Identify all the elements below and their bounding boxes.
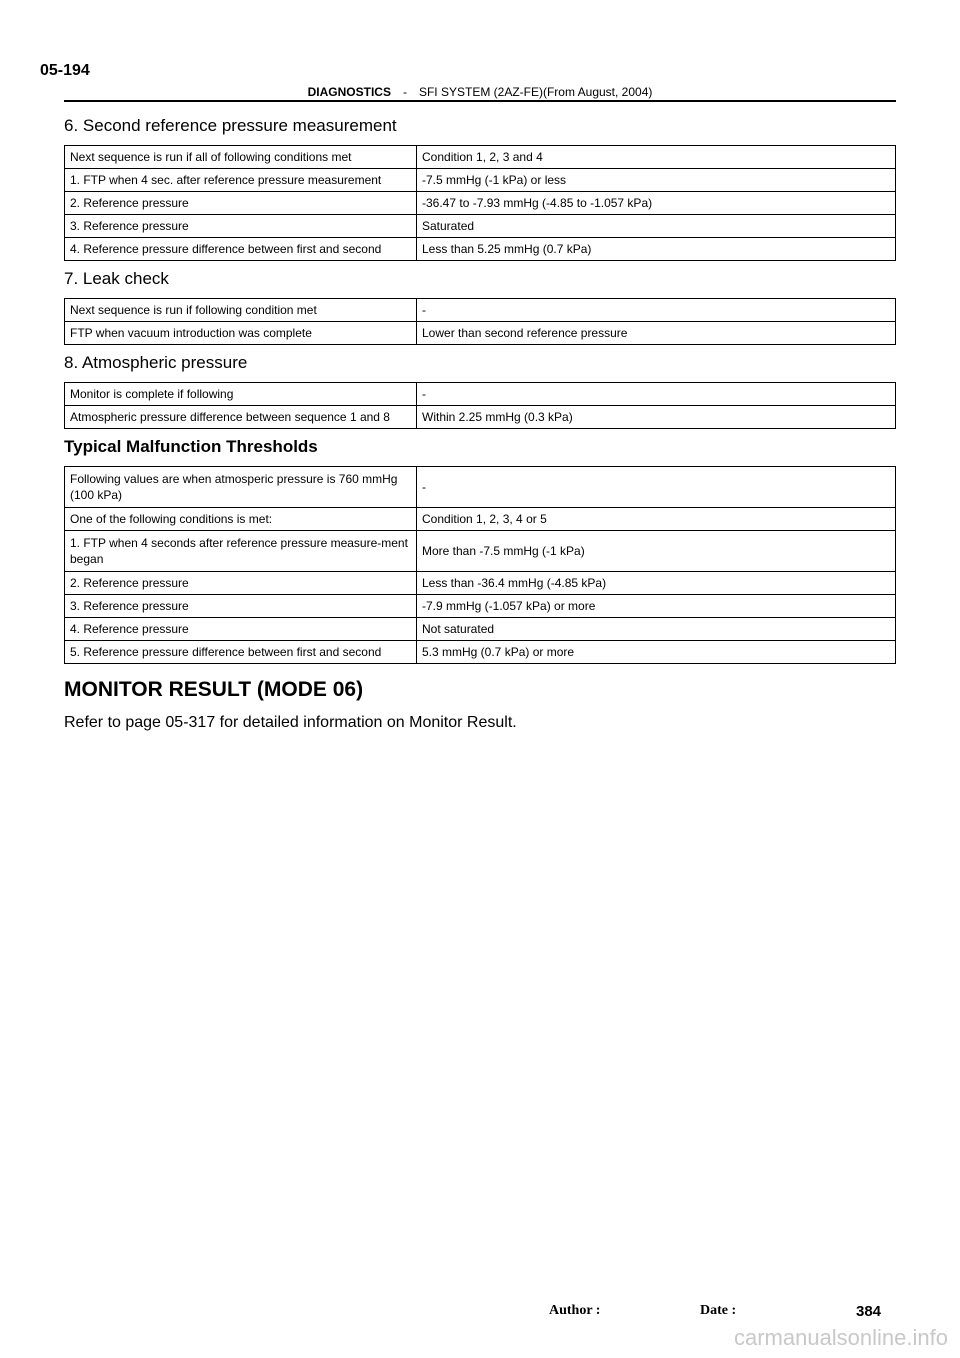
value-cell: - [417,299,896,322]
section-heading: 7. Leak check [64,269,169,288]
table-row [65,618,896,641]
value-cell: Lower than second reference pressure [417,322,896,345]
conditions-table [64,382,896,429]
table-row [65,169,896,192]
value-cell: 5.3 mmHg (0.7 kPa) or more [417,641,896,664]
value-cell: Condition 1, 2, 3, 4 or 5 [417,508,896,531]
footer-date-label: Date : [700,1303,737,1318]
table-row [65,192,896,215]
header-rule [64,100,896,102]
value-cell: Condition 1, 2, 3 and 4 [417,146,896,169]
condition-cell: 2. Reference pressure [65,192,417,215]
table-row [65,215,896,238]
table-row [65,322,896,345]
value-cell: -7.9 mmHg (-1.057 kPa) or more [417,595,896,618]
condition-cell: 1. FTP when 4 seconds after reference pressure measure-ment began [65,531,417,572]
monitor-result-title: MONITOR RESULT (MODE 06) [64,678,364,701]
condition-cell: Following values are when atmosperic pressure is 760 mmHg (100 kPa) [65,467,417,508]
conditions-table [64,145,896,261]
value-cell: Less than -36.4 mmHg (-4.85 kPa) [417,572,896,595]
condition-cell: 3. Reference pressure [65,595,417,618]
table-row [65,406,896,429]
table-row [65,595,896,618]
table-row [65,146,896,169]
page-header [64,85,896,99]
condition-cell: 1. FTP when 4 sec. after reference pressure measurement [65,169,417,192]
condition-cell: 2. Reference pressure [65,572,417,595]
value-cell: Less than 5.25 mmHg (0.7 kPa) [417,238,896,261]
table-row [65,238,896,261]
value-cell: More than -7.5 mmHg (-1 kPa) [417,531,896,572]
condition-cell: Next sequence is run if all of following conditions met [65,146,417,169]
conditions-table [64,466,896,664]
page-number: 05-194 [40,62,90,79]
value-cell: -7.5 mmHg (-1 kPa) or less [417,169,896,192]
section-heading: 6. Second reference pressure measurement [64,116,397,135]
table-row [65,508,896,531]
footer-page-number: 384 [856,1303,882,1320]
table-row [65,299,896,322]
value-cell: -36.47 to -7.93 mmHg (-4.85 to -1.057 kPa) [417,192,896,215]
table-row [65,467,896,508]
table-row [65,383,896,406]
table-row [65,572,896,595]
monitor-result-text: Refer to page 05-317 for detailed information on Monitor Result. [64,714,517,731]
header-separator: - [402,85,407,99]
conditions-table [64,298,896,345]
condition-cell: FTP when vacuum introduction was complete [65,322,417,345]
condition-cell: 4. Reference pressure difference between first and second [65,238,417,261]
condition-cell: Atmospheric pressure difference between sequence 1 and 8 [65,406,417,429]
section-heading: 8. Atmospheric pressure [64,353,248,372]
value-cell: Saturated [417,215,896,238]
value-cell: - [417,467,896,508]
condition-cell: 3. Reference pressure [65,215,417,238]
section-heading: Typical Malfunction Thresholds [64,437,318,456]
header-section: DIAGNOSTICS [307,85,391,99]
header-subtitle: SFI SYSTEM (2AZ-FE)(From August, 2004) [418,85,653,99]
table-row [65,531,896,572]
condition-cell: 5. Reference pressure difference between first and second [65,641,417,664]
condition-cell: One of the following conditions is met: [65,508,417,531]
condition-cell: Monitor is complete if following [65,383,417,406]
condition-cell: Next sequence is run if following condition met [65,299,417,322]
sections-container [64,116,896,664]
watermark: carmanualsonline.info [733,1325,948,1350]
footer-author-label: Author : [549,1303,601,1318]
table-row [65,641,896,664]
condition-cell: 4. Reference pressure [65,618,417,641]
value-cell: Within 2.25 mmHg (0.3 kPa) [417,406,896,429]
main-content [64,116,896,732]
value-cell: Not saturated [417,618,896,641]
value-cell: - [417,383,896,406]
